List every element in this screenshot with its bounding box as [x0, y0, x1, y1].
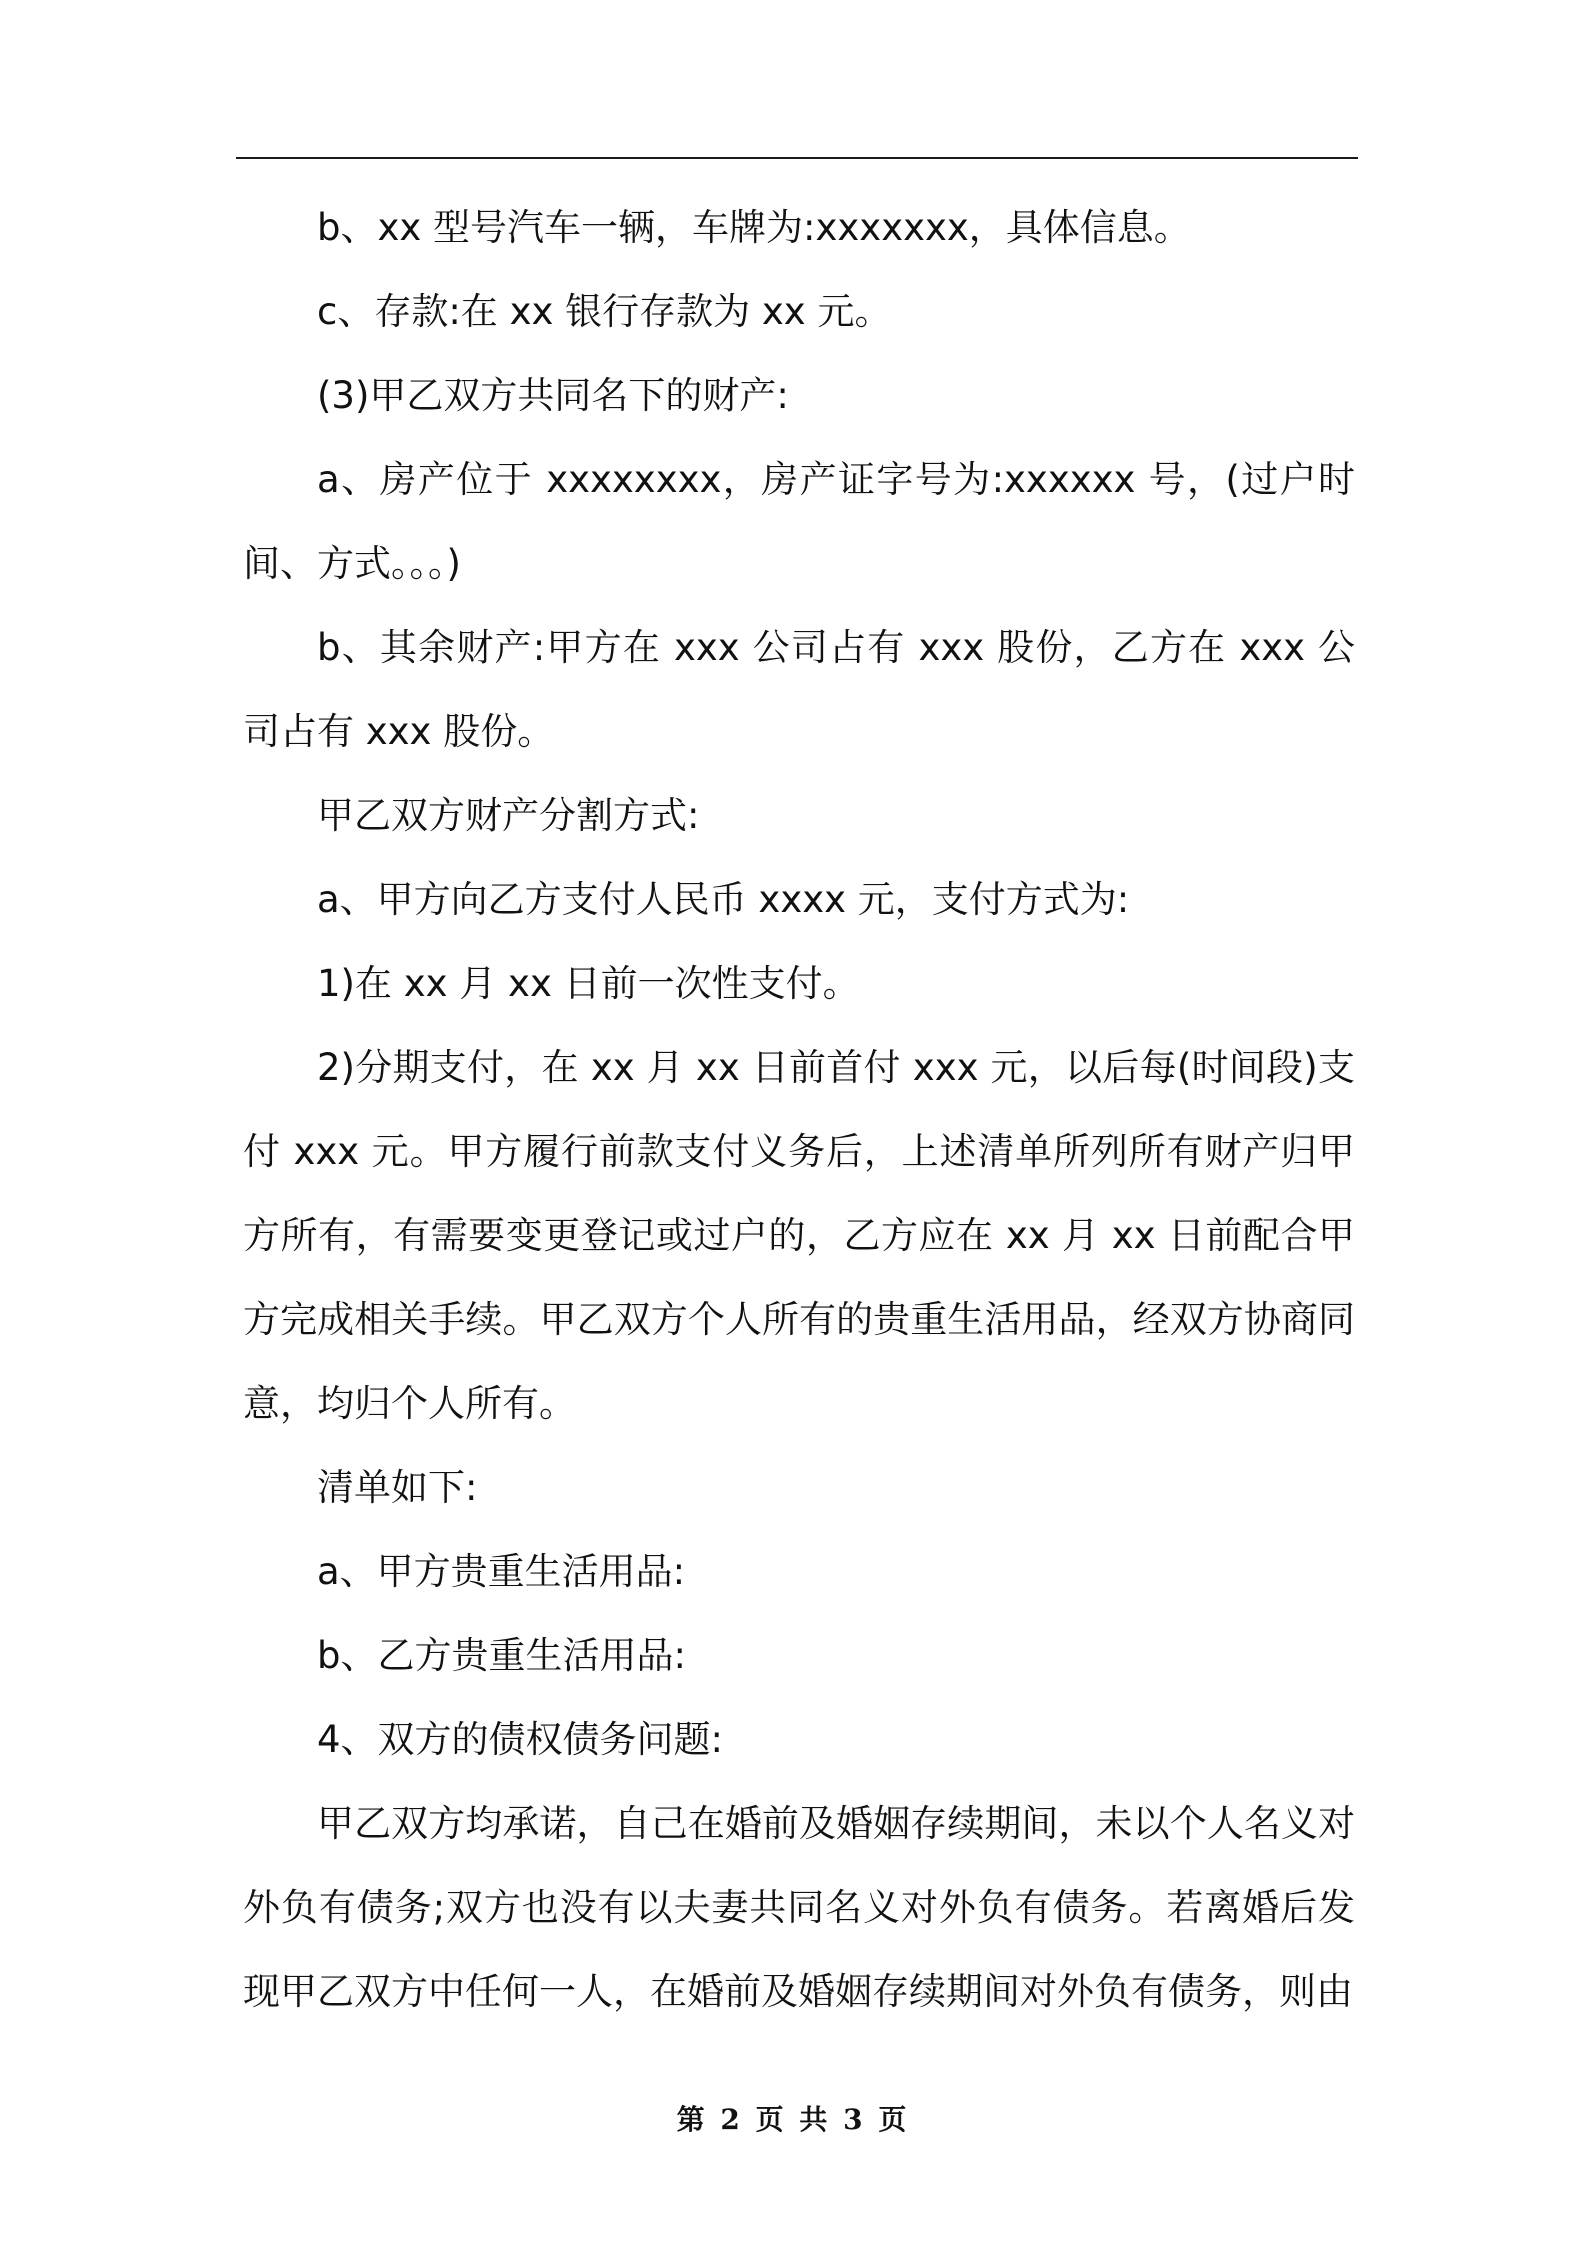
paragraph: 甲乙双方财产分割方式: [317, 794, 700, 837]
paragraph: (3)甲乙双方共同名下的财产: [317, 374, 789, 417]
paragraph: c、存款:在 xx 银行存款为 xx 元。 [317, 290, 892, 333]
paragraph: a、甲方贵重生活用品: [317, 1550, 686, 1593]
paragraph: a、甲方向乙方支付人民币 xxxx 元，支付方式为: [317, 878, 1130, 921]
paragraph: a、房产位于 xxxxxxxx，房产证字号为:xxxxxx 号，(过户时间、方式。。。) [243, 458, 1355, 585]
page-number: 第 2 页 共 3 页 [676, 2103, 910, 2136]
paragraph: 1)在 xx 月 xx 日前一次性支付。 [317, 962, 860, 1005]
document-body [243, 186, 1355, 2034]
paragraph: 甲乙双方均承诺，自己在婚前及婚姻存续期间，未以个人名义对外负有债务;双方也没有以夫妻共同名义对外负有债务。若离婚后发现甲乙双方中任何一人，在婚前及婚姻存续期间对外负有债务，则由 [243, 1802, 1355, 2013]
paragraph: 4、双方的债权债务问题: [317, 1718, 724, 1761]
paragraph: b、其余财产:甲方在 xxx 公司占有 xxx 股份，乙方在 xxx 公司占有 xxx 股份。 [243, 626, 1355, 753]
paragraph: 2)分期支付，在 xx 月 xx 日前首付 xxx 元，以后每(时间段)支付 xxx 元。甲方履行前款支付义务后，上述清单所列所有财产归甲方所有，有需要变更登记或过户的，乙方应在 xx 月 xx 日前配合甲方完成相关手续。甲乙双方个人所有的贵重生活用品，经双方协商同意，均归个人所有。 [243, 1046, 1355, 1425]
paragraph: b、xx 型号汽车一辆，车牌为:xxxxxxx，具体信息。 [317, 206, 1191, 249]
paragraph: 清单如下: [317, 1466, 478, 1509]
paragraph: b、乙方贵重生活用品: [317, 1634, 686, 1677]
header-rule [236, 157, 1358, 159]
